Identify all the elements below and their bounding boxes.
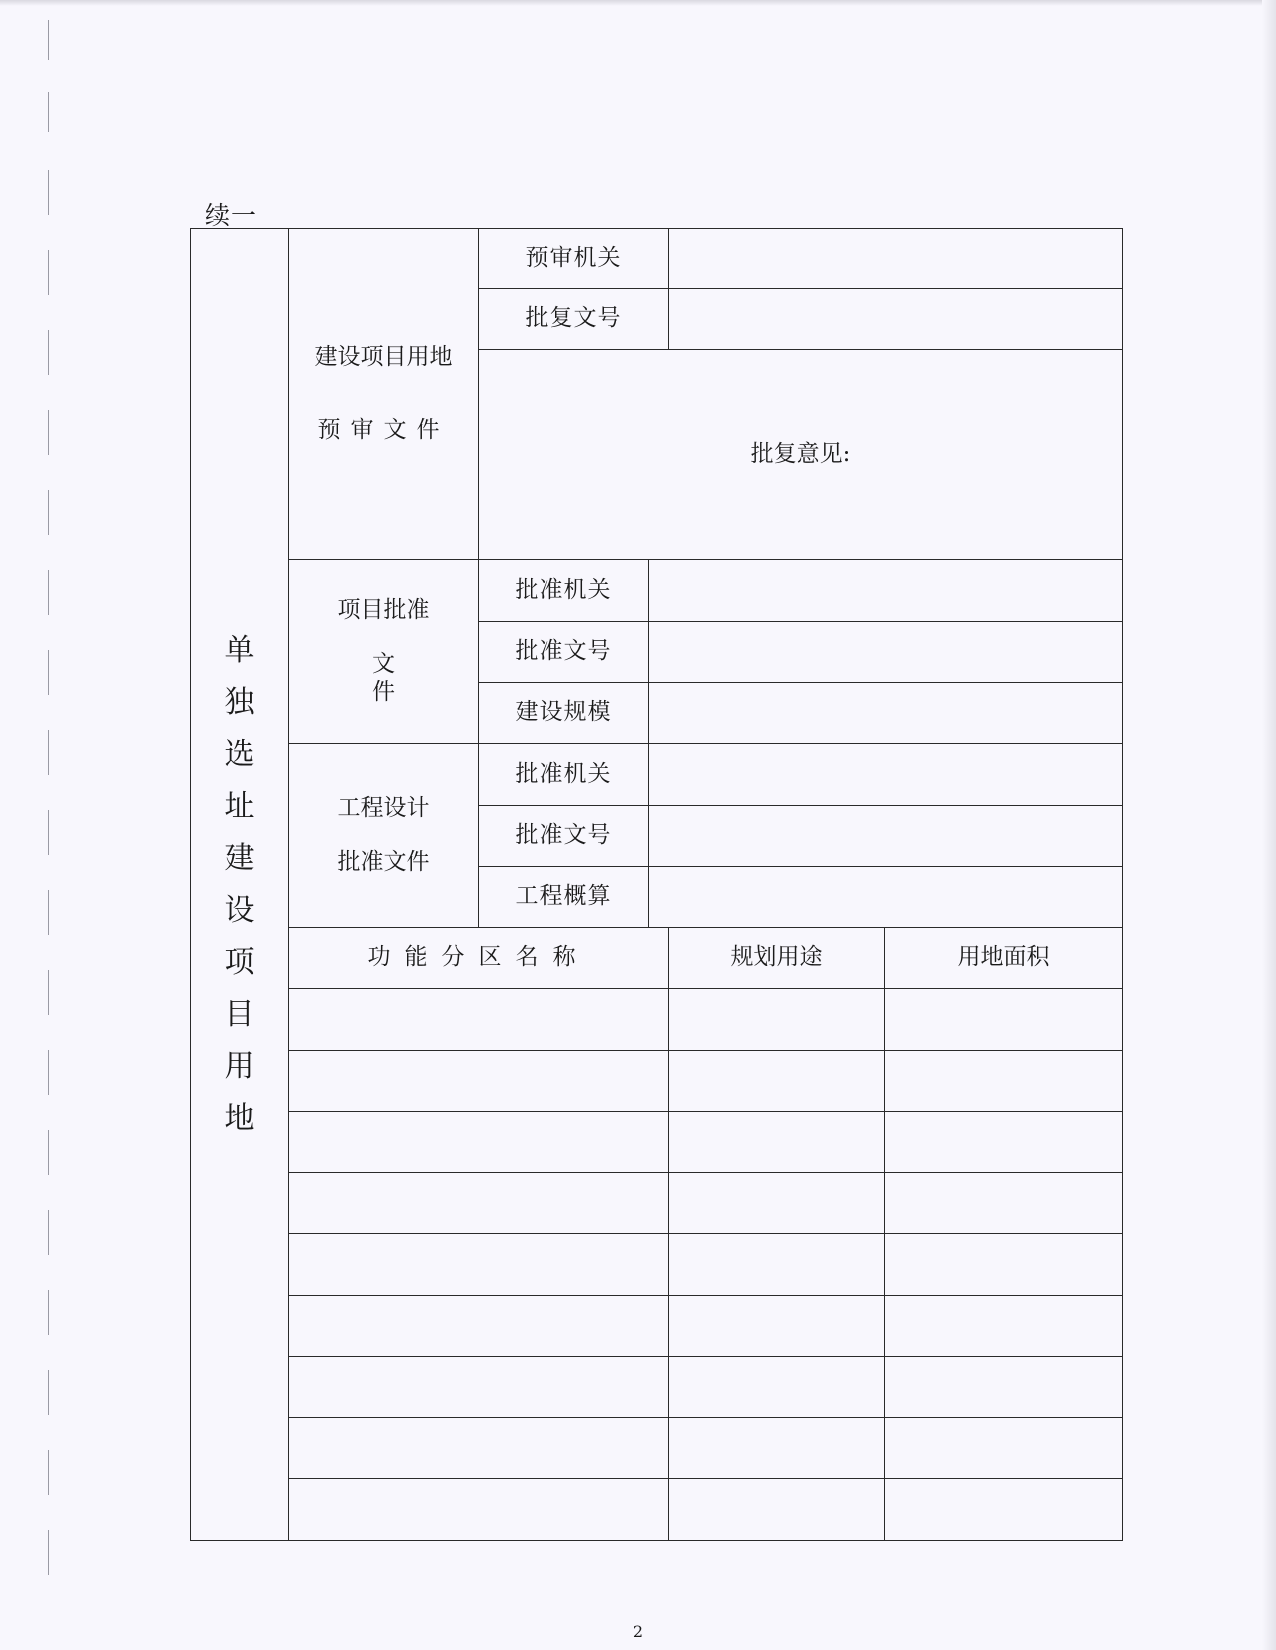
project-approval-doc-no-label: 批准文号 [479,621,649,682]
zone-use-cell[interactable] [669,1050,885,1111]
binding-mark [48,570,49,615]
zone-area-cell[interactable] [885,1479,1123,1541]
design-approval-authority-field[interactable] [649,744,1123,805]
zone-use-cell[interactable] [669,1295,885,1356]
zone-area-cell[interactable] [885,1050,1123,1111]
binding-mark [48,250,49,295]
pretrial-opinion-field[interactable] [479,349,1123,560]
pretrial-opinion-label: 批复意见: [750,440,851,467]
zone-use-cell[interactable] [669,1111,885,1172]
project-approval-authority-field[interactable] [649,560,1123,621]
section-label: 单独选址建设项目用地 [224,632,255,1136]
page-edge [1262,0,1276,1650]
binding-mark [48,1290,49,1335]
zone-use-cell[interactable] [669,1234,885,1295]
binding-mark [48,1450,49,1495]
binding-mark [48,970,49,1015]
page-edge [0,0,1276,6]
pretrial-doc-no-field[interactable] [669,289,1123,349]
zone-name-cell[interactable] [289,1234,669,1295]
page-number: 2 [632,1622,644,1641]
binding-mark [48,490,49,535]
design-approval-authority-label: 批准机关 [479,744,649,805]
zone-use-header: 规划用途 [669,928,885,989]
zone-area-cell[interactable] [885,1356,1123,1417]
zone-area-cell[interactable] [885,1173,1123,1234]
design-approval-estimate-field[interactable] [649,866,1123,927]
table-row [191,1111,1123,1172]
binding-mark [48,1210,49,1255]
zone-area-cell[interactable] [885,1295,1123,1356]
zone-area-cell[interactable] [885,1418,1123,1479]
binding-mark [48,1130,49,1175]
pretrial-label-line2: 预审文件 [317,417,450,444]
project-approval-scale-label: 建设规模 [479,683,649,744]
zone-name-cell[interactable] [289,1111,669,1172]
section-label-cell [191,229,289,1541]
design-approval-label-line1: 工程设计 [337,795,430,822]
design-approval-estimate-label: 工程概算 [479,866,649,927]
zone-area-header: 用地面积 [885,928,1123,989]
zone-area-cell[interactable] [885,1234,1123,1295]
zone-name-cell[interactable] [289,1050,669,1111]
zone-area-cell[interactable] [885,989,1123,1050]
binding-mark [48,1530,49,1575]
project-approval-scale-field[interactable] [649,683,1123,744]
zone-use-cell[interactable] [669,1418,885,1479]
design-approval-label-line2: 批准文件 [337,848,430,875]
binding-mark [48,730,49,775]
table-row [191,1479,1123,1541]
land-use-form-table [190,228,1123,1541]
project-approval-doc-no-field[interactable] [649,621,1123,682]
binding-mark [48,330,49,375]
zone-name-cell[interactable] [289,989,669,1050]
pretrial-authority-field[interactable] [669,229,1123,289]
table-row [191,1173,1123,1234]
design-approval-doc-no-field[interactable] [649,805,1123,866]
binding-mark [48,410,49,455]
pretrial-authority-label: 预审机关 [479,229,669,289]
binding-mark [48,1050,49,1095]
zone-name-cell[interactable] [289,1295,669,1356]
binding-mark [48,810,49,855]
table-row [191,1356,1123,1417]
pretrial-label-cell [289,229,479,560]
binding-mark [48,92,49,132]
pretrial-label-line1: 建设项目用地 [314,343,453,370]
table-row [191,1234,1123,1295]
zone-name-header: 功能分区名称 [289,928,669,989]
zone-use-cell[interactable] [669,989,885,1050]
project-approval-label-cell [289,560,479,744]
project-approval-label-line2: 文件 [372,651,445,705]
binding-mark [48,1370,49,1415]
binding-mark [48,890,49,935]
design-approval-doc-no-label: 批准文号 [479,805,649,866]
continuation-heading: 续一 [205,201,258,230]
table-row [191,1050,1123,1111]
design-approval-label-cell [289,744,479,928]
project-approval-authority-label: 批准机关 [479,560,649,621]
zone-name-cell[interactable] [289,1173,669,1234]
zone-use-cell[interactable] [669,1479,885,1541]
zone-name-cell[interactable] [289,1356,669,1417]
binding-mark [48,650,49,695]
table-row [191,989,1123,1050]
binding-mark [48,20,49,60]
project-approval-label-line1: 项目批准 [337,597,430,624]
table-row [191,1295,1123,1356]
zone-name-cell[interactable] [289,1479,669,1541]
zone-area-cell[interactable] [885,1111,1123,1172]
zone-use-cell[interactable] [669,1356,885,1417]
zone-name-cell[interactable] [289,1418,669,1479]
zone-use-cell[interactable] [669,1173,885,1234]
pretrial-doc-no-label: 批复文号 [479,289,669,349]
table-row [191,1418,1123,1479]
binding-mark [48,170,49,215]
